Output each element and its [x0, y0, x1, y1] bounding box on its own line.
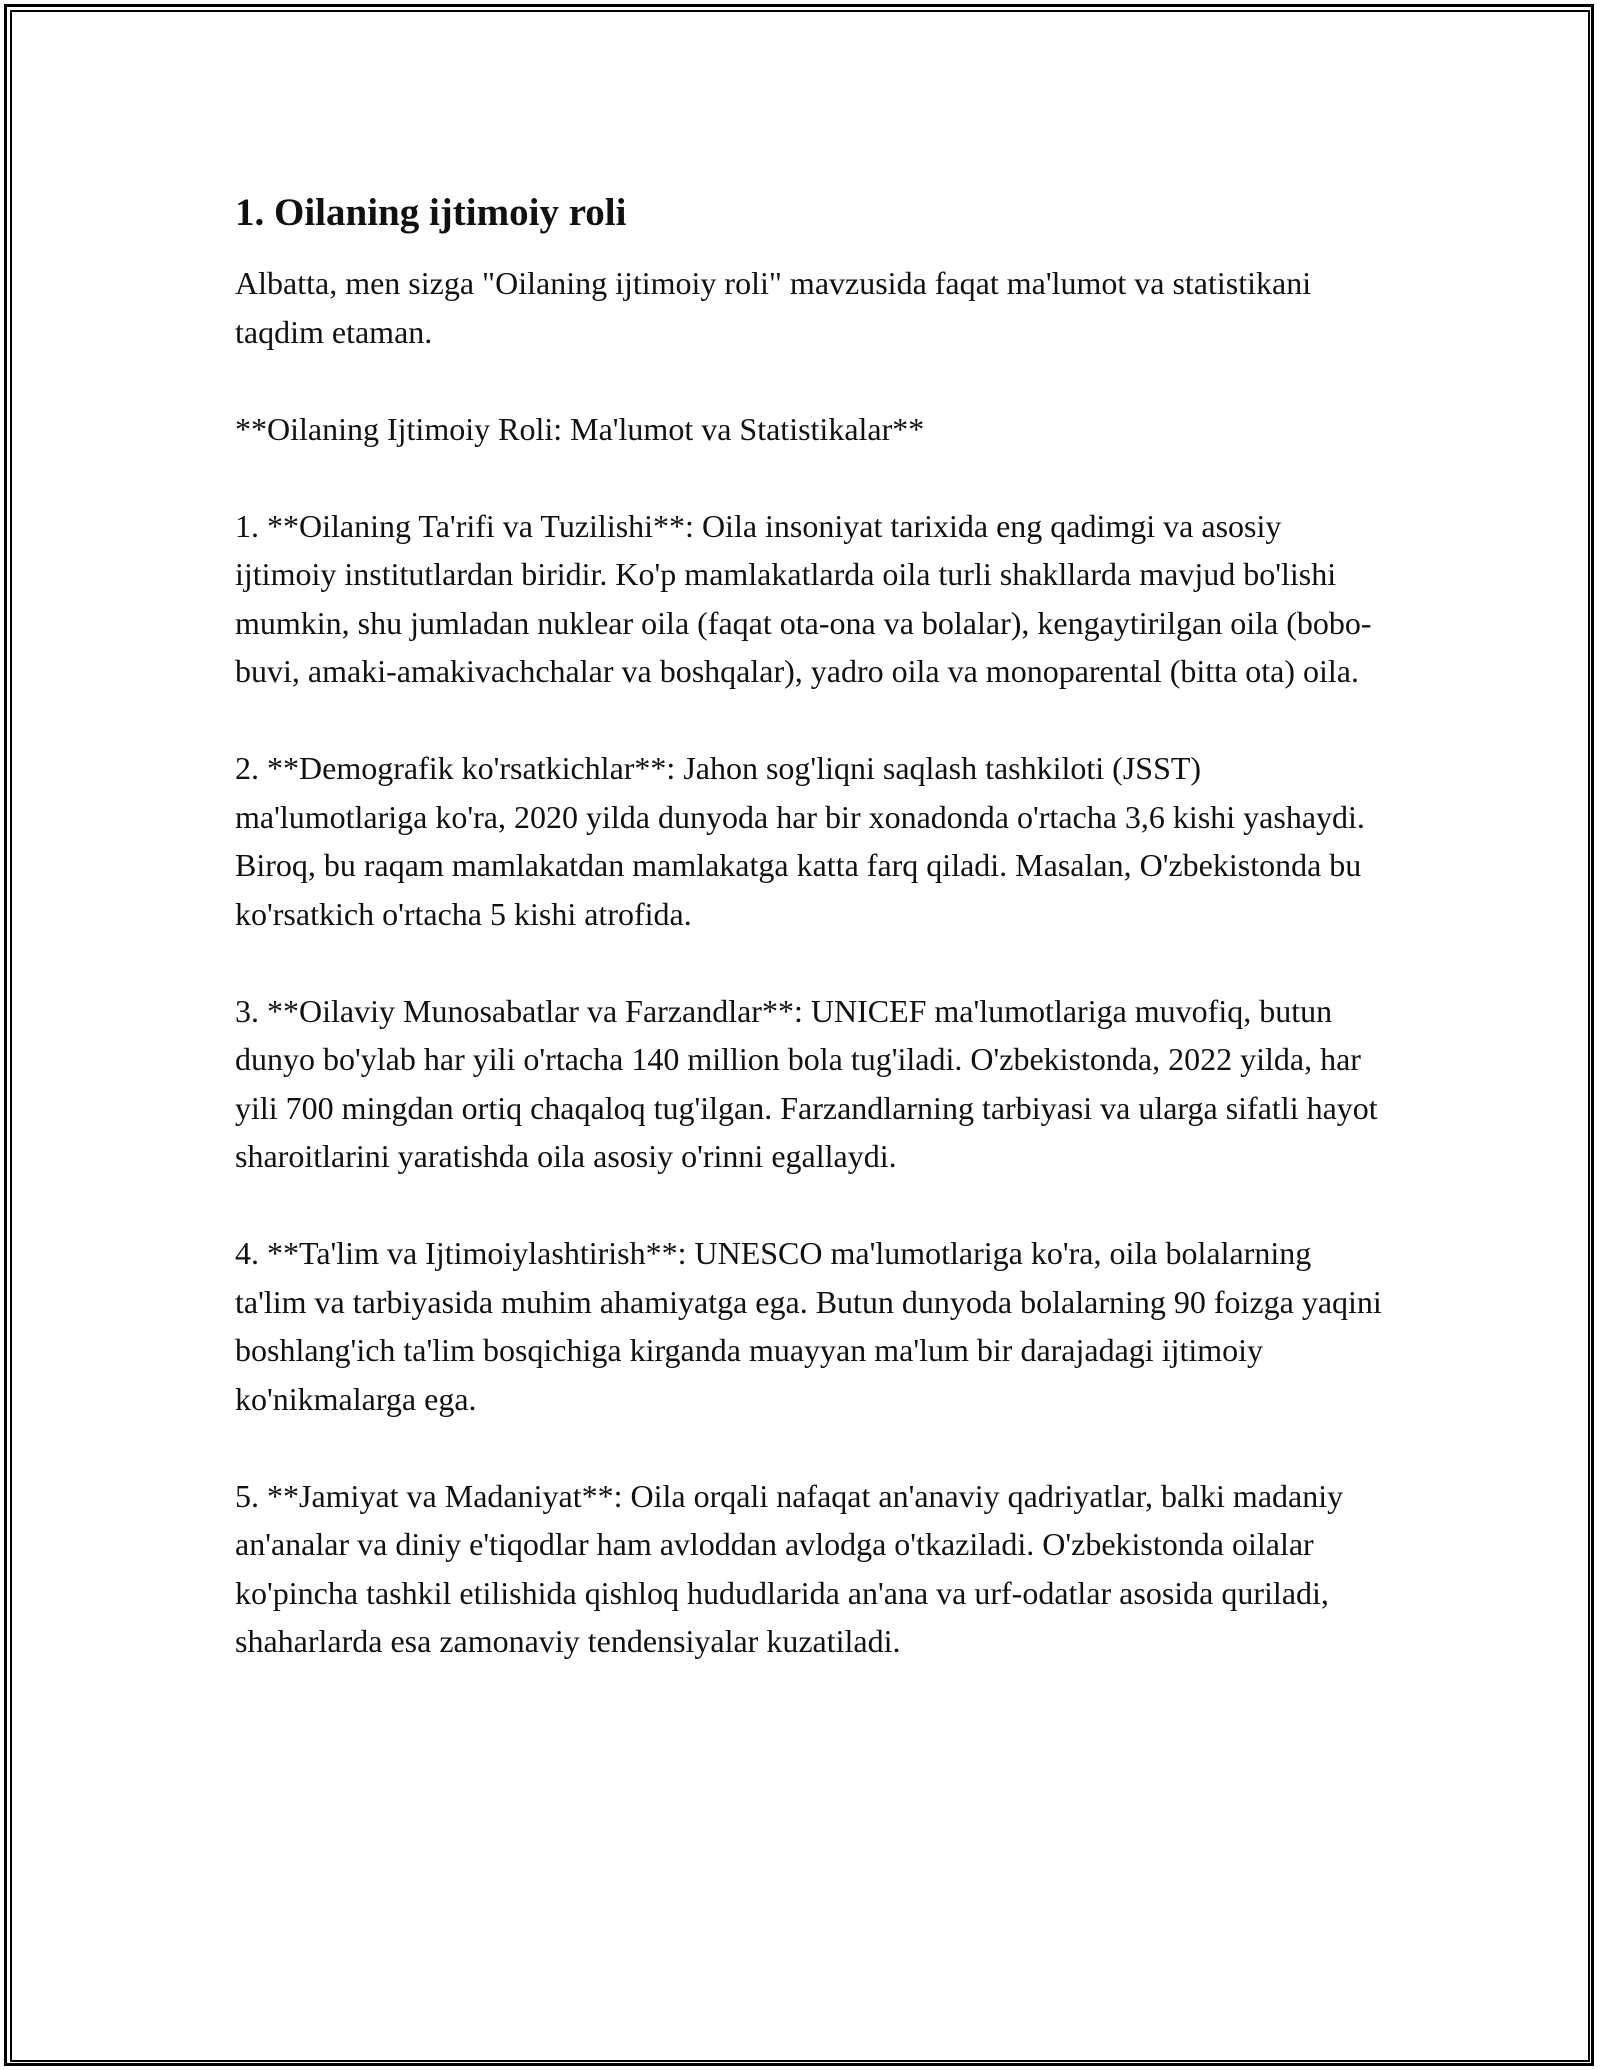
section-paragraph-1: 1. **Oilaning Ta'rifi va Tuzilishi**: Oila insoniyat tarixida eng qadimgi va asosiy ijtimoiy institutlardan biridir. Ko'p mamlakatlarda oila turli shakllarda mavjud bo'lishi mumkin, shu jumladan nuklear oila (faqat ota-ona va bolalar), kengaytirilgan oila (bobo-buvi, amaki-amakivachchalar va boshqalar), yadro oila va monoparental (bitta ota) oila.: [235, 507, 1372, 689]
section-paragraph-5: 5. **Jamiyat va Madaniyat**: Oila orqali nafaqat an'anaviy qadriyatlar, balki madaniy an'analar va diniy e'tiqodlar ham avloddan avlodga o'tkaziladi. O'zbekistonda oilalar ko'pincha tashkil etilishida qishloq hududlarida an'ana va urf-odatlar asosida quriladi, shaharlarda esa zamonaviy tendensiyalar kuzatiladi.: [235, 1477, 1344, 1659]
section-paragraph-3: 3. **Oilaviy Munosabatlar va Farzandlar**: UNICEF ma'lumotlariga muvofiq, butun dunyo bo'ylab har yili o'rtacha 140 million bola tug'iladi. O'zbekistonda, 2022 yilda, har yili 700 mingdan ortiq chaqaloq tug'ilgan. Farzandlarning tarbiyasi va ularga sifatli hayot sharoitlarini yaratishda oila asosiy o'rinni egallaydi.: [235, 992, 1378, 1174]
document-title: 1. Oilaning ijtimoiy roli: [235, 191, 627, 234]
document-body: [235, 185, 1385, 1714]
section-paragraph-4: 4. **Ta'lim va Ijtimoiylashtirish**: UNESCO ma'lumotlariga ko'ra, oila bolalarning ta'lim va tarbiyasida muhim ahamiyatga ega. Butun dunyoda bolalarning 90 foizga yaqini boshlang'ich ta'lim bosqichiga kirganda muayyan ma'lum bir darajadagi ijtimoiy ko'nikmalarga ega.: [235, 1235, 1382, 1417]
document-subtitle: **Oilaning Ijtimoiy Roli: Ma'lumot va Statistikalar**: [235, 410, 925, 447]
intro-paragraph: Albatta, men sizga "Oilaning ijtimoiy roli" mavzusida faqat ma'lumot va statistikani taqdim etaman.: [235, 265, 1312, 350]
section-paragraph-2: 2. **Demografik ko'rsatkichlar**: Jahon sog'liqni saqlash tashkiloti (JSST) ma'lumotlariga ko'ra, 2020 yilda dunyoda har bir xonadonda o'rtacha 3,6 kishi yashaydi. Biroq, bu raqam mamlakatdan mamlakatga katta farq qiladi. Masalan, O'zbekistonda bu ko'rsatkich o'rtacha 5 kishi atrofida.: [235, 750, 1365, 932]
